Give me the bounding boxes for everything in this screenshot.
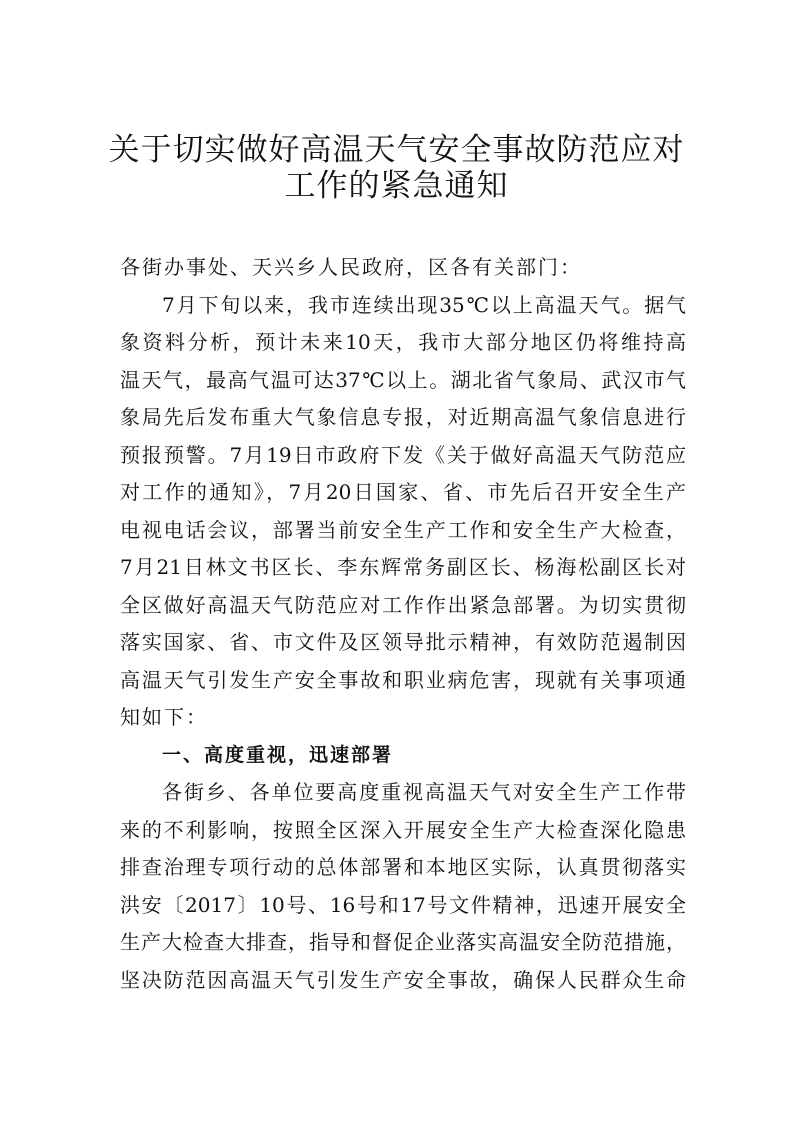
title-line: 工作的紧急通知 xyxy=(284,168,509,204)
paragraph-line: 各街乡、各单位要高度重视高温天气对安全生产工作带 xyxy=(162,780,686,804)
section-heading: 一、高度重视，迅速部署 xyxy=(162,743,394,766)
paragraph-line: 预报预警。7月19日市政府下发《关于做好高温天气防范应 xyxy=(120,442,686,467)
paragraph-line: 来的不利影响，按照全区深入开展安全生产大检查深化隐患 xyxy=(120,817,686,842)
paragraph-line: 落实国家、省、市文件及区领导批示精神，有效防范遏制因 xyxy=(120,630,686,654)
paragraph-line: 全区做好高温天气防范应对工作作出紧急部署。为切实贯彻 xyxy=(120,592,686,617)
document-title xyxy=(0,132,793,204)
paragraph-line: 生产大检查大排查，指导和督促企业落实高温安全防范措施， xyxy=(120,930,686,954)
document-body xyxy=(120,249,686,999)
paragraph-line: 高温天气引发生产安全事故和职业病危害，现就有关事项通 xyxy=(120,667,686,692)
title-line: 关于切实做好高温天气安全事故防范应对 xyxy=(108,132,685,168)
paragraph-line: 电视电话会议，部署当前安全生产工作和安全生产大检查， xyxy=(120,517,686,542)
paragraph-line: 洪安〔2017〕10号、16号和17号文件精神，迅速开展安全 xyxy=(120,892,686,917)
paragraph-line: 7月下旬以来，我市连续出现35℃以上高温天气。据气 xyxy=(162,292,686,317)
paragraph-line: 知如下： xyxy=(120,705,208,729)
paragraph-line: 排查治理专项行动的总体部署和本地区实际，认真贯彻落实 xyxy=(120,855,686,879)
paragraph-line: 对工作的通知》，7月20日国家、省、市先后召开安全生产 xyxy=(120,480,686,504)
paragraph-line: 温天气，最高气温可达37℃以上。湖北省气象局、武汉市气 xyxy=(120,367,686,392)
salutation: 各街办事处、天兴乡人民政府，区各有关部门： xyxy=(120,255,582,279)
paragraph-line: 坚决防范因高温天气引发生产安全事故，确保人民群众生命 xyxy=(120,967,686,992)
paragraph-line: 象资料分析，预计未来10天，我市大部分地区仍将维持高 xyxy=(120,330,686,354)
paragraph-line: 7月21日林文书区长、李东辉常务副区长、杨海松副区长对 xyxy=(120,555,686,579)
paragraph-line: 象局先后发布重大气象信息专报，对近期高温气象信息进行 xyxy=(120,405,686,429)
